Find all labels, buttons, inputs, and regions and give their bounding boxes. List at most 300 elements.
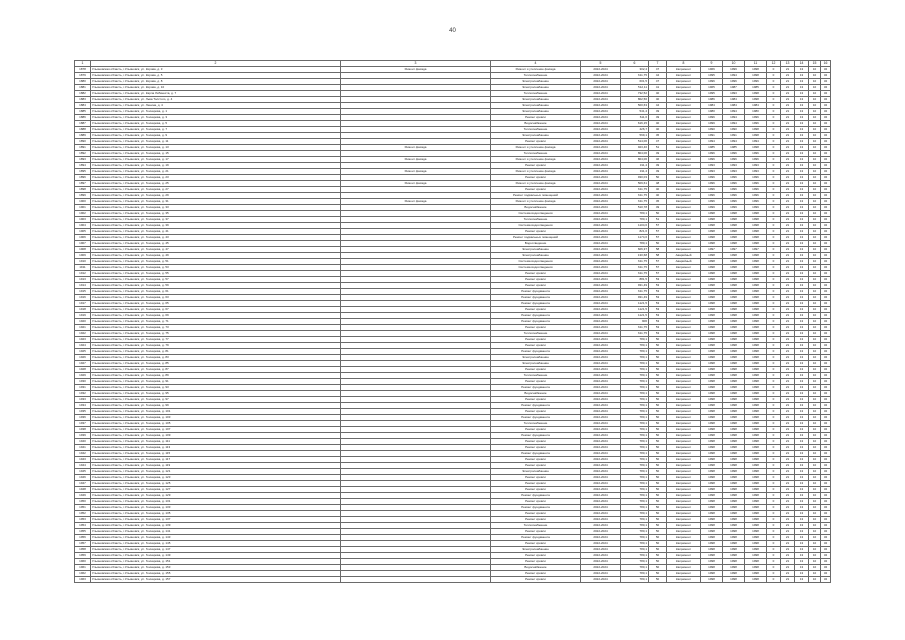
table-cell: Капремонт — [667, 193, 701, 199]
table-cell: 1174,6 — [621, 235, 649, 241]
table-cell: 10 — [809, 457, 821, 463]
table-cell: Ремонт и утепление фасада — [491, 181, 581, 187]
table-cell: 780,1 — [621, 427, 649, 433]
table-cell: 10 — [809, 235, 821, 241]
table-cell: 49 — [649, 109, 667, 115]
table-cell: 50 — [649, 403, 667, 409]
table-cell: 1998 — [745, 271, 767, 277]
table-cell: 0 — [767, 115, 781, 121]
table-cell: Ремонт фасада — [341, 145, 491, 151]
table-cell: 10 — [809, 259, 821, 265]
table-cell: 2022-2024 — [581, 211, 621, 217]
table-cell: 1994 — [701, 139, 723, 145]
table-cell: 2022-2024 — [581, 133, 621, 139]
table-cell: Капремонт — [667, 295, 701, 301]
table-cell: 21 — [781, 79, 795, 85]
table-cell: Ульяновская область, г.Ульяновск, ул. Гончарова, д. 3 — [91, 115, 341, 121]
table-cell: 10 — [809, 415, 821, 421]
table-cell: 13 — [795, 391, 809, 397]
table-cell: 2022-2024 — [581, 403, 621, 409]
table-cell: 21 — [781, 289, 795, 295]
table-cell: 2022-2024 — [581, 385, 621, 391]
table-cell: 1923 — [75, 337, 91, 343]
table-cell: 10 — [809, 67, 821, 73]
table-cell: 2022-2024 — [581, 115, 621, 121]
table-cell: 1998 — [723, 295, 745, 301]
table-cell: 2022-2024 — [581, 127, 621, 133]
table-cell: 2022-2024 — [581, 553, 621, 559]
table-cell: Капремонт — [667, 475, 701, 481]
table-cell: 32 — [821, 187, 831, 193]
table-cell: 21 — [781, 481, 795, 487]
table-cell: 1891 — [75, 145, 91, 151]
table-cell: 50 — [649, 355, 667, 361]
table-cell: 32 — [821, 517, 831, 523]
table-cell: Ульяновская область, г.Ульяновск, ул. Гончарова, д. 41 — [91, 229, 341, 235]
table-cell: 1882 — [75, 91, 91, 97]
table-cell: 0 — [767, 163, 781, 169]
table-cell: 21 — [781, 103, 795, 109]
table-cell: 2022-2024 — [581, 481, 621, 487]
table-cell: 1998 — [723, 343, 745, 349]
table-cell: 1998 — [723, 439, 745, 445]
table-cell: 1998 — [701, 463, 723, 469]
table-cell: 1998 — [745, 577, 767, 583]
table-cell: 1996 — [701, 181, 723, 187]
table-cell: 0 — [767, 379, 781, 385]
table-cell: Капремонт — [667, 307, 701, 313]
table-cell: 50 — [649, 499, 667, 505]
table-cell: 32 — [821, 217, 831, 223]
table-cell: 53 — [649, 277, 667, 283]
table-cell: 1896 — [75, 175, 91, 181]
table-cell: 51 — [649, 217, 667, 223]
table-cell: 1998 — [723, 265, 745, 271]
table-cell: Ульяновская область, г.Ульяновск, ул. Гончарова, д. 119 — [91, 463, 341, 469]
table-cell: 32 — [821, 121, 831, 127]
table-cell: Ульяновская область, г.Ульяновск, ул. Гончарова, д. 25 — [91, 181, 341, 187]
table-cell: 21 — [781, 319, 795, 325]
table-cell: 1998 — [701, 379, 723, 385]
table-cell: 1996 — [723, 79, 745, 85]
table-cell: 32 — [821, 325, 831, 331]
table-cell: 32 — [821, 85, 831, 91]
table-cell: 1918 — [75, 307, 91, 313]
table-cell: 2022-2024 — [581, 199, 621, 205]
table-cell: 2022-2024 — [581, 559, 621, 565]
table-cell: 1998 — [745, 67, 767, 73]
table-cell: Капремонт — [667, 205, 701, 211]
table-cell: 1998 — [723, 409, 745, 415]
table-cell: 32 — [821, 157, 831, 163]
table-cell: Ульяновская область, г.Ульяновск, ул. Гончарова, д. 141 — [91, 529, 341, 535]
table-cell: 1998 — [701, 349, 723, 355]
table-cell: 1998 — [745, 313, 767, 319]
table-cell: 10 — [809, 451, 821, 457]
table-cell: 780,1 — [621, 391, 649, 397]
table-cell: 601,5 — [621, 79, 649, 85]
table-cell: Теплоснабжение — [491, 331, 581, 337]
table-cell: 0 — [767, 67, 781, 73]
table-cell: 1996 — [701, 115, 723, 121]
table-cell: 2022-2024 — [581, 229, 621, 235]
table-cell: 2022-2024 — [581, 313, 621, 319]
table-cell: 780,1 — [621, 337, 649, 343]
table-cell: 1998 — [701, 577, 723, 583]
column-header: 6 — [621, 61, 649, 67]
table-cell: 780,1 — [621, 445, 649, 451]
table-cell: 2022-2024 — [581, 433, 621, 439]
table-cell: Ульяновская область, г.Ульяновск, ул. Гончарова, д. 1 — [91, 109, 341, 115]
table-cell: 50 — [649, 379, 667, 385]
table-cell: 2022-2024 — [581, 397, 621, 403]
table-cell: Ремонт фасада — [341, 67, 491, 73]
table-cell: 32 — [821, 331, 831, 337]
table-cell: 1998 — [701, 517, 723, 523]
table-cell: 1944 — [75, 463, 91, 469]
table-cell: 1917 — [75, 301, 91, 307]
table-cell: 1998 — [745, 235, 767, 241]
table-cell: 21 — [781, 523, 795, 529]
table-cell: 1998 — [723, 493, 745, 499]
table-cell: 13 — [795, 397, 809, 403]
table-cell: 1998 — [723, 385, 745, 391]
table-cell: 21 — [781, 475, 795, 481]
table-cell: 1998 — [745, 349, 767, 355]
table-cell: 1996 — [745, 175, 767, 181]
table-cell: 32 — [821, 367, 831, 373]
table-cell: Капремонт — [667, 529, 701, 535]
table-cell: Капремонт — [667, 235, 701, 241]
table-cell: 1998 — [745, 403, 767, 409]
table-cell: 1998 — [745, 469, 767, 475]
table-cell: Ульяновская область, г.Ульяновск, ул. Гончарова, д. 89 — [91, 373, 341, 379]
table-cell: Ульяновская область, г.Ульяновск, ул. Гончарова, д. 15 — [91, 151, 341, 157]
table-cell: 13 — [795, 265, 809, 271]
table-cell: Ремонт кровли — [491, 325, 581, 331]
table-cell: 21 — [781, 277, 795, 283]
table-cell: 1998 — [745, 559, 767, 565]
table-cell: 32 — [821, 553, 831, 559]
table-cell: 1936 — [75, 415, 91, 421]
table-cell: 0 — [767, 247, 781, 253]
table-cell: 1958 — [75, 547, 91, 553]
table-cell: 32 — [821, 475, 831, 481]
table-cell: 2022-2024 — [581, 541, 621, 547]
table-cell: 13 — [795, 271, 809, 277]
table-cell: 10 — [809, 475, 821, 481]
table-cell: 1998 — [745, 523, 767, 529]
table-cell: Ремонт кровли — [491, 409, 581, 415]
table-cell: 32 — [821, 571, 831, 577]
column-header: 10 — [723, 61, 745, 67]
table-cell: 10 — [809, 313, 821, 319]
table-cell: 45 — [649, 199, 667, 205]
table-cell: 1942 — [75, 451, 91, 457]
table-cell: 780,1 — [621, 415, 649, 421]
table-cell: 13 — [795, 487, 809, 493]
table-cell: Ремонт кровли — [491, 307, 581, 313]
table-cell: Капремонт — [667, 103, 701, 109]
table-cell: 32 — [821, 361, 831, 367]
table-cell: 10 — [809, 493, 821, 499]
table-cell: 1998 — [745, 295, 767, 301]
table-cell: 0 — [767, 475, 781, 481]
table-cell: Капремонт — [667, 433, 701, 439]
table-cell: 0 — [767, 505, 781, 511]
table-cell: Электроснабжение — [491, 97, 581, 103]
table-cell: 32 — [821, 505, 831, 511]
table-cell: Ремонт фасада — [341, 181, 491, 187]
table-cell: Капремонт — [667, 523, 701, 529]
table-cell: 780,1 — [621, 439, 649, 445]
table-cell: 1998 — [701, 499, 723, 505]
table-cell: 13 — [795, 553, 809, 559]
table-cell: 2022-2024 — [581, 571, 621, 577]
table-cell: Ремонт кровли — [491, 511, 581, 517]
table-cell: 1902 — [75, 211, 91, 217]
table-cell: Ульяновская область, г.Ульяновск, ул. Гончарова, д. 123 — [91, 475, 341, 481]
column-header: 14 — [795, 61, 809, 67]
table-cell: 21 — [781, 409, 795, 415]
table-cell: Ульяновская область, г.Ульяновск, ул. Гончарова, д. 45 — [91, 241, 341, 247]
table-cell: 1998 — [745, 451, 767, 457]
table-cell: 1998 — [701, 397, 723, 403]
table-cell: 1998 — [745, 565, 767, 571]
table-cell: 13 — [795, 283, 809, 289]
table-cell: Ремонт кровли — [491, 379, 581, 385]
table-cell: 1998 — [701, 301, 723, 307]
table-cell: 780,1 — [621, 505, 649, 511]
table-cell: 930,03 — [621, 175, 649, 181]
table-cell: 1998 — [745, 499, 767, 505]
table-cell: 13 — [795, 481, 809, 487]
table-cell: Ремонт фундамента — [491, 535, 581, 541]
table-cell: 1998 — [723, 547, 745, 553]
table-cell: 2022-2024 — [581, 103, 621, 109]
table-cell: 32 — [821, 415, 831, 421]
table-cell: 10 — [809, 163, 821, 169]
table-cell: 311,4 — [621, 169, 649, 175]
table-cell: 10 — [809, 289, 821, 295]
table-cell: 1998 — [745, 475, 767, 481]
table-cell: 302,4 — [621, 67, 649, 73]
table-cell: 13 — [795, 313, 809, 319]
table-cell: 1927 — [75, 361, 91, 367]
table-cell: 21 — [781, 217, 795, 223]
table-cell: Ульяновская область, г.Ульяновск, ул. Кирова, д. 8 — [91, 79, 341, 85]
table-cell: 1998 — [701, 217, 723, 223]
table-cell: 10 — [809, 127, 821, 133]
table-cell: 1996 — [745, 79, 767, 85]
table-cell: 1998 — [745, 517, 767, 523]
table-cell: Ульяновская область, г.Ульяновск, ул. Гончарова, д. 131 — [91, 499, 341, 505]
column-header: 9 — [701, 61, 723, 67]
table-cell: 0 — [767, 133, 781, 139]
table-cell: Аварийный — [667, 259, 701, 265]
table-cell: 0 — [767, 523, 781, 529]
table-cell: 21 — [781, 85, 795, 91]
table-cell: 1987 — [723, 85, 745, 91]
column-header: 2 — [91, 61, 341, 67]
table-cell: Водоснабжение — [491, 391, 581, 397]
table-cell: Ульяновская область, г.Ульяновск, ул. Гончарова, д. 13 — [91, 145, 341, 151]
table-cell: 50 — [649, 529, 667, 535]
table-cell: 1998 — [745, 289, 767, 295]
table-cell: 32 — [821, 307, 831, 313]
table-cell: Ульяновская область, г.Ульяновск, ул. Льва Толстого, д. 4 — [91, 97, 341, 103]
table-cell: 21 — [781, 133, 795, 139]
table-cell: 1912 — [75, 271, 91, 277]
table-cell: Капремонт — [667, 283, 701, 289]
table-cell: Капремонт — [667, 301, 701, 307]
table-cell: Капремонт — [667, 271, 701, 277]
table-cell: Ульяновская область, г.Ульяновск, ул. Гончарова, д. 43 — [91, 235, 341, 241]
table-cell: 32 — [821, 115, 831, 121]
table-cell: Ремонт фундамента — [491, 295, 581, 301]
table-cell: 1998 — [701, 439, 723, 445]
table-cell: 1998 — [745, 415, 767, 421]
table-cell: 1985 — [745, 85, 767, 91]
table-cell: 2022-2024 — [581, 361, 621, 367]
table-cell: 1998 — [723, 499, 745, 505]
table-cell: 1998 — [701, 373, 723, 379]
table-cell: 0 — [767, 145, 781, 151]
table-cell: 2022-2024 — [581, 295, 621, 301]
table-cell: Капремонт — [667, 451, 701, 457]
table-cell: 13 — [795, 499, 809, 505]
table-cell: 0 — [767, 355, 781, 361]
table-cell: 1998 — [701, 487, 723, 493]
table-cell: 13 — [795, 127, 809, 133]
table-cell: 509,61 — [621, 181, 649, 187]
table-cell: 2022-2024 — [581, 457, 621, 463]
table-cell: 13 — [795, 169, 809, 175]
table-cell: 1998 — [701, 391, 723, 397]
table-cell: Ульяновская область, г.Ульяновск, ул. Гончарова, д. 121 — [91, 469, 341, 475]
table-cell: 0 — [767, 541, 781, 547]
table-cell: Электроснабжение — [491, 109, 581, 115]
table-cell: 1998 — [745, 229, 767, 235]
table-cell: 10 — [809, 247, 821, 253]
table-cell: 1998 — [701, 451, 723, 457]
table-cell: Электроснабжение — [491, 253, 581, 259]
column-header: 11 — [745, 61, 767, 67]
table-cell: 50 — [649, 175, 667, 181]
table-cell: 0 — [767, 79, 781, 85]
table-cell: 32 — [821, 373, 831, 379]
table-cell: 10 — [809, 439, 821, 445]
table-cell: 53 — [649, 289, 667, 295]
table-cell: 21 — [781, 493, 795, 499]
table-cell: 0 — [767, 289, 781, 295]
table-cell: 2022-2024 — [581, 283, 621, 289]
table-cell: 1998 — [701, 211, 723, 217]
table-cell: 13 — [795, 139, 809, 145]
table-cell: 32 — [821, 109, 831, 115]
table-cell: 13 — [795, 475, 809, 481]
table-cell: 13 — [795, 469, 809, 475]
table-cell: 13 — [795, 277, 809, 283]
table-cell: 0 — [767, 373, 781, 379]
table-cell: 13 — [795, 373, 809, 379]
table-cell: 1998 — [745, 343, 767, 349]
table-cell: 13 — [795, 193, 809, 199]
table-cell: 611,75 — [621, 325, 649, 331]
table-cell: 2022-2024 — [581, 253, 621, 259]
table-cell: 1886 — [75, 115, 91, 121]
table-cell: 780,1 — [621, 559, 649, 565]
table-cell: 1998 — [745, 241, 767, 247]
table-cell: 1998 — [723, 235, 745, 241]
table-cell: 0 — [767, 151, 781, 157]
table-cell: 2022-2024 — [581, 535, 621, 541]
table-cell: 13 — [795, 187, 809, 193]
table-cell: 1998 — [701, 367, 723, 373]
table-cell: 32 — [821, 463, 831, 469]
table-cell: 13 — [795, 85, 809, 91]
table-cell: 1946 — [75, 475, 91, 481]
table-cell: 1888 — [75, 127, 91, 133]
table-cell: 1998 — [701, 307, 723, 313]
table-cell: 50 — [649, 427, 667, 433]
table-cell: 21 — [781, 511, 795, 517]
table-cell: Ремонт фундамента — [491, 313, 581, 319]
table-cell: 130,68 — [621, 253, 649, 259]
table-cell: 13 — [795, 379, 809, 385]
table-cell: 2022-2024 — [581, 289, 621, 295]
table-cell: 611,75 — [621, 199, 649, 205]
table-cell: Ульяновская область, г.Ульяновск, ул. Гончарова, д. 147 — [91, 547, 341, 553]
table-cell: 2022-2024 — [581, 97, 621, 103]
table-cell: 1998 — [701, 223, 723, 229]
table-cell: 13 — [795, 523, 809, 529]
table-cell: 10 — [809, 337, 821, 343]
table-cell: 821,6 — [621, 229, 649, 235]
table-cell: 2022-2024 — [581, 373, 621, 379]
table-cell: 21 — [781, 547, 795, 553]
table-cell: 13 — [795, 103, 809, 109]
table-cell: 780,1 — [621, 535, 649, 541]
table-cell: 50 — [649, 559, 667, 565]
table-cell: Теплоснабжение — [491, 127, 581, 133]
table-cell: 1993 — [723, 91, 745, 97]
table-cell: 1998 — [723, 313, 745, 319]
table-cell: Электроснабжение — [491, 469, 581, 475]
table-cell: Ульяновская область, г.Ульяновск, ул. Гончарова, д. 93 — [91, 385, 341, 391]
table-cell: 21 — [781, 457, 795, 463]
table-cell: 13 — [795, 97, 809, 103]
table-row — [75, 577, 831, 583]
table-cell: 780,1 — [621, 571, 649, 577]
table-cell: 1998 — [723, 367, 745, 373]
table-cell: 10 — [809, 343, 821, 349]
table-cell: 32 — [821, 469, 831, 475]
table-cell: Капремонт — [667, 343, 701, 349]
table-cell: 1998 — [745, 439, 767, 445]
table-cell: 13 — [795, 445, 809, 451]
table-cell: 500,63 — [621, 103, 649, 109]
table-cell: Ремонт кровли — [491, 463, 581, 469]
table-cell: 1996 — [701, 187, 723, 193]
table-cell: 1996 — [723, 187, 745, 193]
table-cell: 0 — [767, 571, 781, 577]
table-cell: 32 — [821, 385, 831, 391]
table-cell: 1952 — [75, 511, 91, 517]
table-cell: Ульяновская область, г.Ульяновск, ул. Гончарова, д. 83 — [91, 355, 341, 361]
table-cell: 0 — [767, 547, 781, 553]
table-cell: 13 — [795, 511, 809, 517]
